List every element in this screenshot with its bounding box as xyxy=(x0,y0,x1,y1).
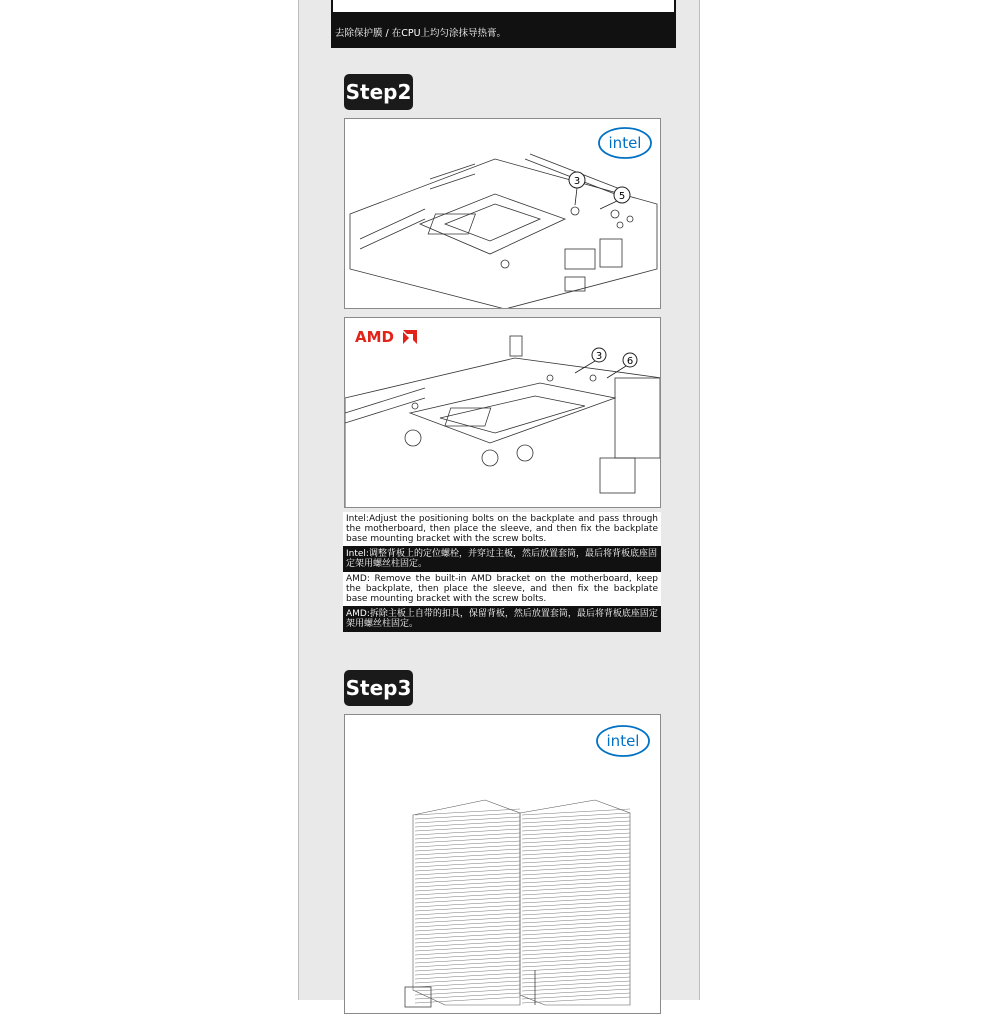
amd-logo-icon xyxy=(355,328,417,346)
step1-caption-block xyxy=(331,0,676,48)
step2-amd-figure xyxy=(344,317,661,508)
callout-6-text: 6 xyxy=(626,356,634,367)
intel-logo-icon xyxy=(599,128,651,158)
intel-logo-text: intel xyxy=(608,134,642,152)
intel-instruction-cn: Intel:调整背板上的定位螺栓，并穿过主板，然后放置套筒，最后将背板底座固定架用螺丝柱固定。 xyxy=(343,546,661,572)
amd-logo-text: AMD xyxy=(355,328,394,346)
step2-intel-figure xyxy=(344,118,661,309)
instruction-page xyxy=(298,0,700,1000)
step3-intel-figure xyxy=(344,714,661,1014)
intel-instruction-en: Intel:Adjust the positioning bolts on the backplate and pass through the motherboard, then place the sleeve, and then fix the backplate base mounting bracket with the screw bolts. xyxy=(343,512,661,546)
callout-3-text: 3 xyxy=(573,176,581,187)
step1-caption-cn: 去除保护膜 / 在CPU上均匀涂抹导热膏。 xyxy=(335,28,507,39)
intel-logo-text: intel xyxy=(606,732,640,750)
callout-3-text: 3 xyxy=(595,351,603,362)
amd-instruction-en: AMD: Remove the built-in AMD bracket on the motherboard, keep the backplate, then place the sleeve, and then fix the backplate base mounting bracket with the screw bolts. xyxy=(343,572,661,606)
intel-logo-icon xyxy=(597,726,649,756)
step2-instructions xyxy=(343,512,661,632)
step2-label: Step2 xyxy=(344,74,413,110)
callout-5-text: 5 xyxy=(618,191,626,202)
step3-label: Step3 xyxy=(344,670,413,706)
intel-motherboard-illustration xyxy=(345,119,661,309)
step1-english-strip xyxy=(333,0,674,12)
amd-motherboard-illustration xyxy=(345,318,661,508)
cooler-heatsink-illustration xyxy=(345,715,661,1014)
amd-instruction-cn: AMD:拆除主板上自带的扣具，保留背板，然后放置套筒，最后将背板底座固定架用螺丝柱固定。 xyxy=(343,606,661,632)
